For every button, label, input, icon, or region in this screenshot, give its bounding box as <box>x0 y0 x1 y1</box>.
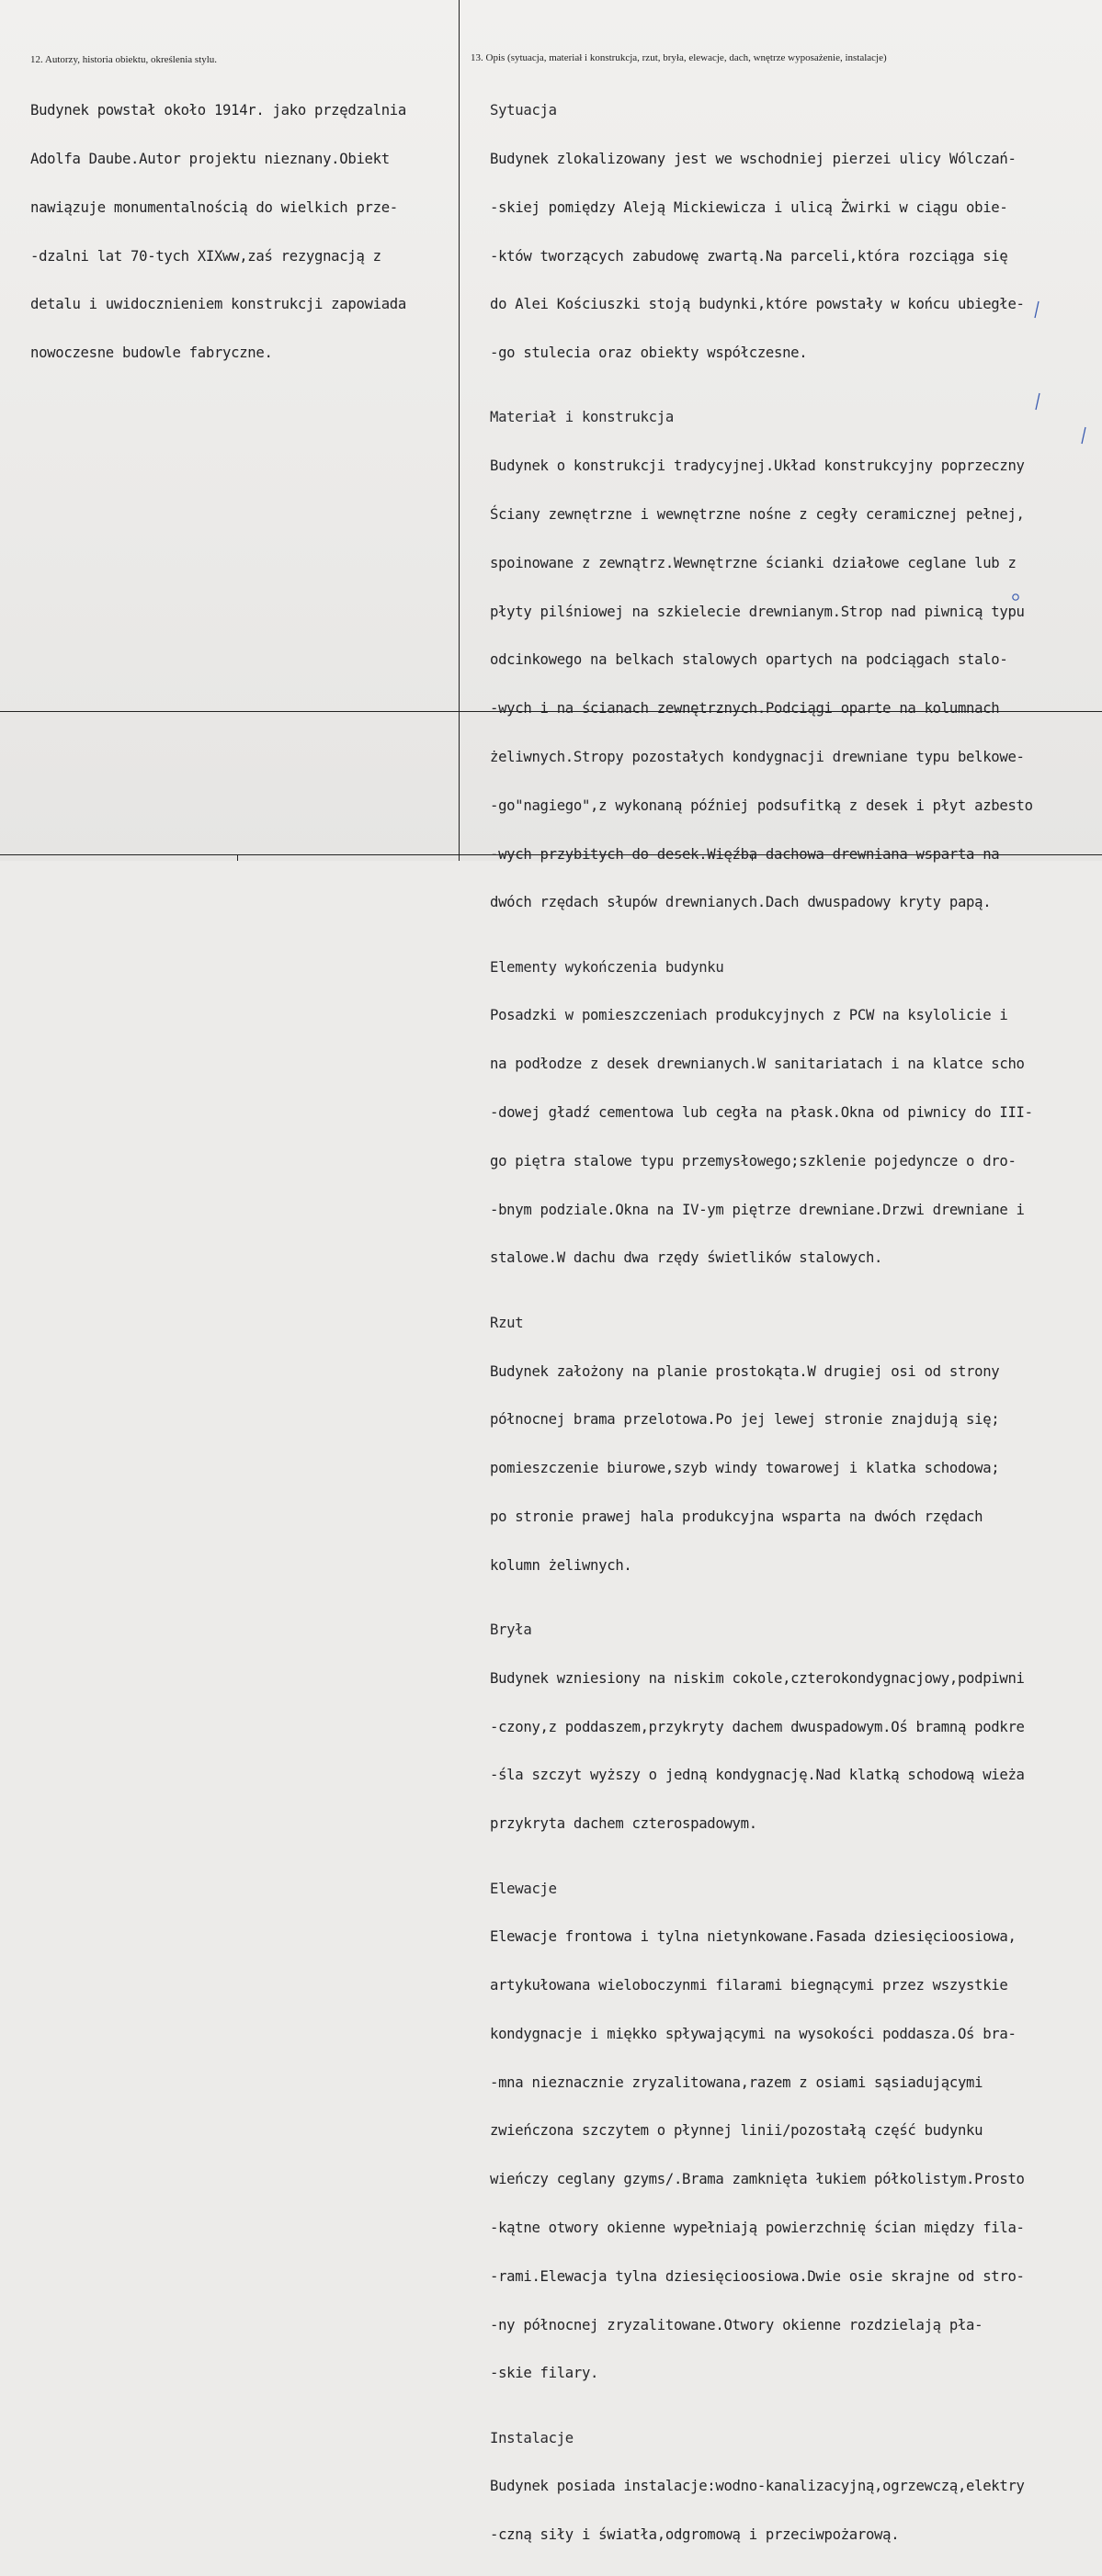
text-line: zwieńczona szczytem o płynnej linii/pozostałą część budynku <box>490 2122 983 2140</box>
text-line: -czną siły i światła,odgromową i przeciwpożarową. <box>490 2526 900 2544</box>
text-line: przykryta dachem czterospadowym. <box>490 1815 757 1833</box>
text-line: odcinkowego na belkach stalowych opartych na podciągach stalo- <box>490 651 1008 669</box>
text-line: stalowe.W dachu dwa rzędy świetlików stalowych. <box>490 1249 883 1267</box>
heading-rzut: Rzut <box>490 1314 524 1331</box>
text-line: -wych i na ścianach zewnętrznych.Podciągi oparte na kolumnach <box>490 700 1000 717</box>
text-line: -któw tworzących zabudowę zwartą.Na parceli,która rozciąga się <box>490 247 1008 265</box>
text-line: -czony,z poddaszem,przykryty dachem dwuspadowym.Oś bramną podkre <box>490 1718 1025 1735</box>
text-line: Budynek zlokalizowany jest we wschodniej pierzei ulicy Wólczań- <box>490 150 1017 167</box>
text-line: -skiej pomiędzy Aleją Mickiewicza i ulicą Żwirki w ciągu obie- <box>490 198 1008 216</box>
text-line: po stronie prawej hala produkcyjna wsparta na dwóch rzędach <box>490 1508 983 1525</box>
text-line: -go stulecia oraz obiekty współczesne. <box>490 345 808 362</box>
heading-instalacje: Instalacje <box>490 2429 574 2446</box>
bottom-cell-divider-1 <box>237 854 238 861</box>
text-line: -wych przybitych do desek.Więźba dachowa drewniana wsparta na <box>490 845 1000 863</box>
section-12-label: 12. Autorzy, historia obiektu, określenia stylu. <box>30 54 218 65</box>
heading-elewacje: Elewacje <box>490 1880 557 1897</box>
text-line: spoinowane z zewnątrz.Wewnętrzne ścianki działowe ceglane lub z <box>490 554 1017 571</box>
text-line: Adolfa Daube.Autor projektu nieznany.Obiekt <box>30 150 390 167</box>
pen-mark-4 <box>1011 593 1020 602</box>
section-13-text <box>490 71 1033 2576</box>
text-line: północnej brama przelotowa.Po jej lewej stronie znajdują się; <box>490 1411 1000 1429</box>
text-line: żeliwnych.Stropy pozostałych kondygnacji drewniane typu belkowe- <box>490 748 1025 765</box>
text-line: na podłodze z desek drewnianych.W sanitariatach i na klatce scho <box>490 1056 1025 1073</box>
text-line: go piętra stalowe typu przemysłowego;szklenie pojedyncze o dro- <box>490 1152 1017 1169</box>
section-12-text <box>30 71 406 394</box>
text-line: płyty pilśniowej na szkielecie drewnianym.Strop nad piwnicą typu <box>490 603 1025 620</box>
text-line: dwóch rzędach słupów drewnianych.Dach dwuspadowy kryty papą. <box>490 894 992 911</box>
text-line: detalu i uwidocznieniem konstrukcji zapowiada <box>30 296 406 313</box>
text-line: Budynek powstał około 1914r. jako przędzalnia <box>30 102 406 119</box>
text-line: -kątne otwory okienne wypełniają powierzchnię ścian między fila- <box>490 2219 1025 2236</box>
heading-sytuacja: Sytuacja <box>490 102 557 119</box>
text-line: kolumn żeliwnych. <box>490 1556 632 1574</box>
text-line: -śla szczyt wyższy o jedną kondygnację.Nad klatką schodową wieża <box>490 1767 1025 1784</box>
text-line: Ściany zewnętrzne i wewnętrzne nośne z cegły ceramicznej pełnej, <box>490 506 1025 524</box>
text-line: -bnym podziale.Okna na IV-ym piętrze drewniane.Drzwi drewniane i <box>490 1201 1025 1218</box>
text-line: nowoczesne budowle fabryczne. <box>30 345 273 362</box>
text-line: do Alei Kościuszki stoją budynki,które powstały w końcu ubiegłe- <box>490 296 1025 313</box>
text-line: Budynek założony na planie prostokąta.W drugiej osi od strony <box>490 1362 1000 1380</box>
text-line: -mna nieznacznie zryzalitowana,razem z osiami sąsiadującymi <box>490 2073 983 2091</box>
text-line: -dowej gładź cementowa lub cegła na płask.Okna od piwnicy do III- <box>490 1104 1033 1121</box>
heading-material: Materiał i konstrukcja <box>490 409 674 426</box>
text-line: Posadzki w pomieszczeniach produkcyjnych z PCW na ksylolicie i <box>490 1007 1008 1024</box>
text-line: Budynek posiada instalacje:wodno-kanalizacyjną,ogrzewczą,elektry <box>490 2478 1025 2495</box>
text-line: -skie filary. <box>490 2365 599 2382</box>
text-line: Budynek o konstrukcji tradycyjnej.Układ konstrukcyjny poprzeczny <box>490 458 1025 475</box>
text-line: nawiązuje monumentalnością do wielkich prze- <box>30 198 398 216</box>
text-line: Elewacje frontowa i tylna nietynkowane.Fasada dziesięcioosiowa, <box>490 1928 1017 1946</box>
text-line: wieńczy ceglany gzyms/.Brama zamknięta łukiem półkolistym.Prosto <box>490 2171 1025 2188</box>
section-13-label: 13. Opis (sytuacja, materiał i konstrukcja, rzut, bryła, elewacje, dach, wnętrze wyposażenie, instalacje) <box>471 52 887 63</box>
text-line: -go"nagiego",z wykonaną później podsufitką z desek i płyt azbesto <box>490 797 1033 814</box>
pen-mark-3 <box>1079 426 1088 445</box>
text-line: kondygnacje i miękko spływającymi na wysokości poddasza.Oś bra- <box>490 2025 1017 2042</box>
text-line: -ny północnej zryzalitowane.Otwory okienne rozdzielają pła- <box>490 2316 983 2333</box>
text-line: artykułowana wieloboczynmi filarami biegnącymi przez wszystkie <box>490 1977 1008 1994</box>
text-line: -rami.Elewacja tylna dziesięcioosiowa.Dwie osie skrajne od stro- <box>490 2267 1025 2285</box>
column-divider <box>459 0 460 861</box>
text-line: pomieszczenie biurowe,szyb windy towarowej i klatka schodowa; <box>490 1460 1000 1477</box>
heading-elementy: Elementy wykończenia budynku <box>490 958 724 976</box>
text-line: Budynek wzniesiony na niskim cokole,czterokondygnacjowy,podpiwni <box>490 1669 1025 1687</box>
text-line: -dzalni lat 70-tych XIXww,zaś rezygnacją z <box>30 247 381 265</box>
pen-mark-2 <box>1033 392 1042 411</box>
heading-bryla: Bryła <box>490 1621 532 1638</box>
pen-mark-1 <box>1032 300 1041 319</box>
